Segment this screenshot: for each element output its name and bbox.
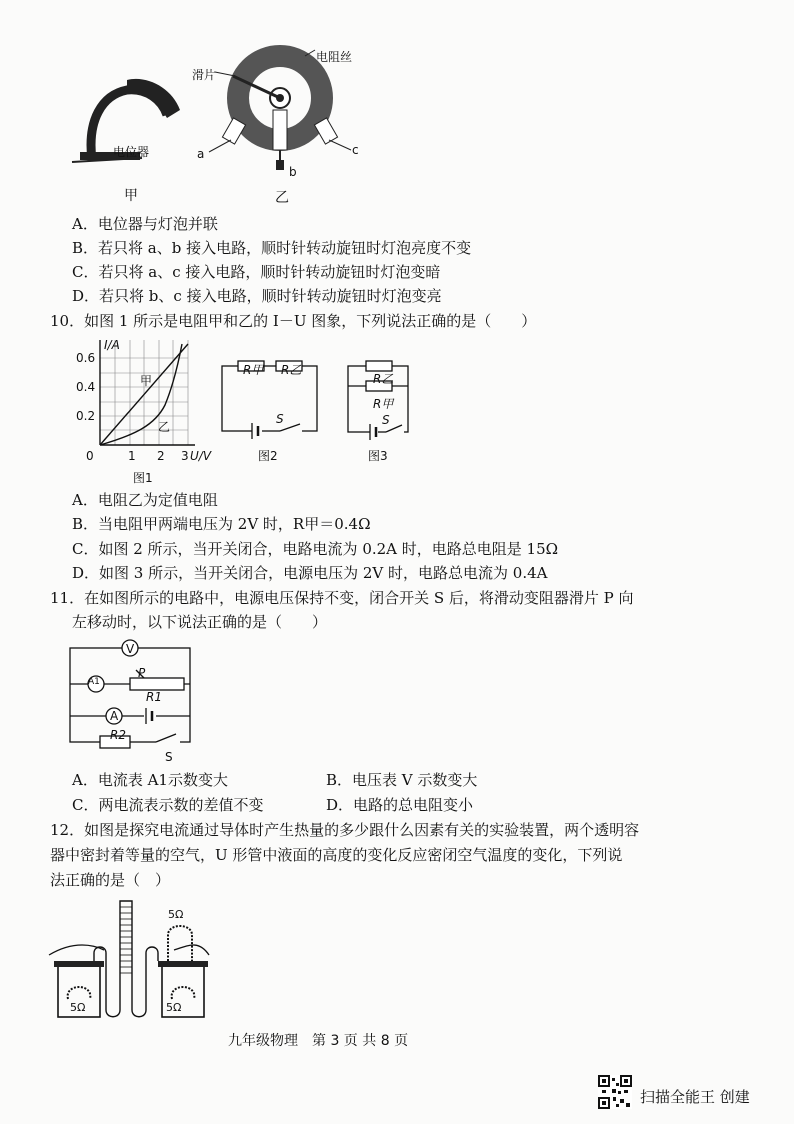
- q10-option-a: A．电阻乙为定值电阻: [72, 491, 218, 509]
- fig2-caption: 图2: [258, 449, 278, 463]
- q11-option-b: B．电压表 V 示数变大: [326, 771, 478, 789]
- q9-option-c: C．若只将 a、c 接入电路，顺时针转动旋钮时灯泡变暗: [72, 263, 441, 281]
- q9-option-d: D．若只将 b、c 接入电路，顺时针转动旋钮时灯泡变亮: [72, 287, 442, 305]
- q10-option-d: D．如图 3 所示，当开关闭合，电源电压为 2V 时，电路总电流为 0.4A: [72, 564, 548, 582]
- q9-option-a: A．电位器与灯泡并联: [72, 215, 218, 233]
- graph-xtick-2: 2: [157, 449, 165, 463]
- q10-stem: 10．如图 1 所示是电阻甲和乙的 I－U 图象，下列说法正确的是（ ）: [50, 312, 537, 330]
- qr-code-icon: [598, 1075, 632, 1109]
- fig3-r2: R甲: [373, 397, 394, 411]
- q11-option-a: A．电流表 A1示数变大: [72, 771, 228, 789]
- iu-graph: [100, 340, 220, 455]
- graph-series-jia: 甲: [140, 374, 153, 388]
- fig1-caption: 图1: [133, 471, 153, 485]
- graph-ytick-06: 0.6: [76, 351, 96, 365]
- potentiometer-label: 电位器: [113, 145, 150, 159]
- q11-stem-line1: 11．在如图所示的电路中，电源电压保持不变，闭合开关 S 后，将滑动变阻器滑片 P 向: [50, 589, 634, 607]
- q11-stem-line2: 左移动时，以下说法正确的是（ ）: [72, 613, 328, 631]
- voltmeter-label: V: [126, 642, 135, 656]
- resistor-r2-label: R2: [110, 728, 126, 742]
- fig2-r2: R乙: [281, 363, 302, 377]
- graph-series-yi: 乙: [158, 420, 171, 434]
- graph-ytick-04: 0.4: [76, 380, 96, 394]
- graph-ytick-02: 0.2: [76, 409, 96, 423]
- scanner-stamp: 扫描全能王 创建: [640, 1088, 750, 1106]
- fig2-r1: R甲: [243, 363, 264, 377]
- graph-xtick-0: 0: [86, 449, 94, 463]
- switch-s-label: S: [165, 750, 173, 764]
- graph-xlabel: U/V: [190, 449, 212, 463]
- q10-option-c: C．如图 2 所示，当开关闭合，电路电流为 0.2A 时，电路总电阻是 15Ω: [72, 540, 559, 558]
- apparatus-r-left: 5Ω: [70, 1001, 86, 1014]
- terminal-a-label: a: [197, 147, 205, 161]
- q12-stem-line2: 器中密封着等量的空气，U 形管中液面的高度的变化反应密闭空气温度的变化，下列说: [50, 846, 623, 864]
- slider-p-label: P: [138, 666, 146, 680]
- q12-stem-line1: 12．如图是探究电流通过导体时产生热量的多少跟什么因素有关的实验装置，两个透明容: [50, 821, 640, 839]
- lamp-figure: [72, 70, 222, 200]
- q12-stem-line3: 法正确的是（ ）: [50, 871, 171, 889]
- fig3-r1: R乙: [373, 372, 394, 386]
- q11-option-c: C．两电流表示数的差值不变: [72, 796, 264, 814]
- ammeter-a1-label: A1: [88, 677, 100, 687]
- apparatus-r-outside: 5Ω: [168, 908, 184, 921]
- q9-option-b: B．若只将 a、b 接入电路，顺时针转动旋钮时灯泡亮度不变: [72, 239, 472, 257]
- terminal-b-label: b: [289, 165, 297, 179]
- rheostat-r1-label: R1: [146, 690, 162, 704]
- graph-ylabel: I/A: [104, 338, 120, 352]
- fig2-switch: S: [276, 412, 284, 426]
- fig3-caption: 图3: [368, 449, 388, 463]
- fig-jia-caption: 甲: [124, 188, 138, 204]
- circuit-fig2: [222, 366, 322, 436]
- q11-option-d: D．电路的总电阻变小: [326, 796, 474, 814]
- slider-label: 滑片: [192, 68, 217, 82]
- q10-option-b: B．当电阻甲两端电压为 2V 时，R甲＝0.4Ω: [72, 515, 371, 533]
- graph-xtick-1: 1: [128, 449, 136, 463]
- resistance-wire-label: 电阻丝: [316, 50, 353, 64]
- graph-xtick-3: 3: [181, 449, 189, 463]
- terminal-c-label: c: [352, 143, 359, 157]
- page-footer: 九年级物理 第 3 页 共 8 页: [228, 1033, 409, 1049]
- fig3-switch: S: [382, 413, 390, 427]
- fig-yi-caption: 乙: [275, 190, 289, 206]
- ammeter-a-label: A: [110, 709, 119, 723]
- apparatus-r-right: 5Ω: [166, 1001, 182, 1014]
- circuit-q11: [70, 640, 200, 750]
